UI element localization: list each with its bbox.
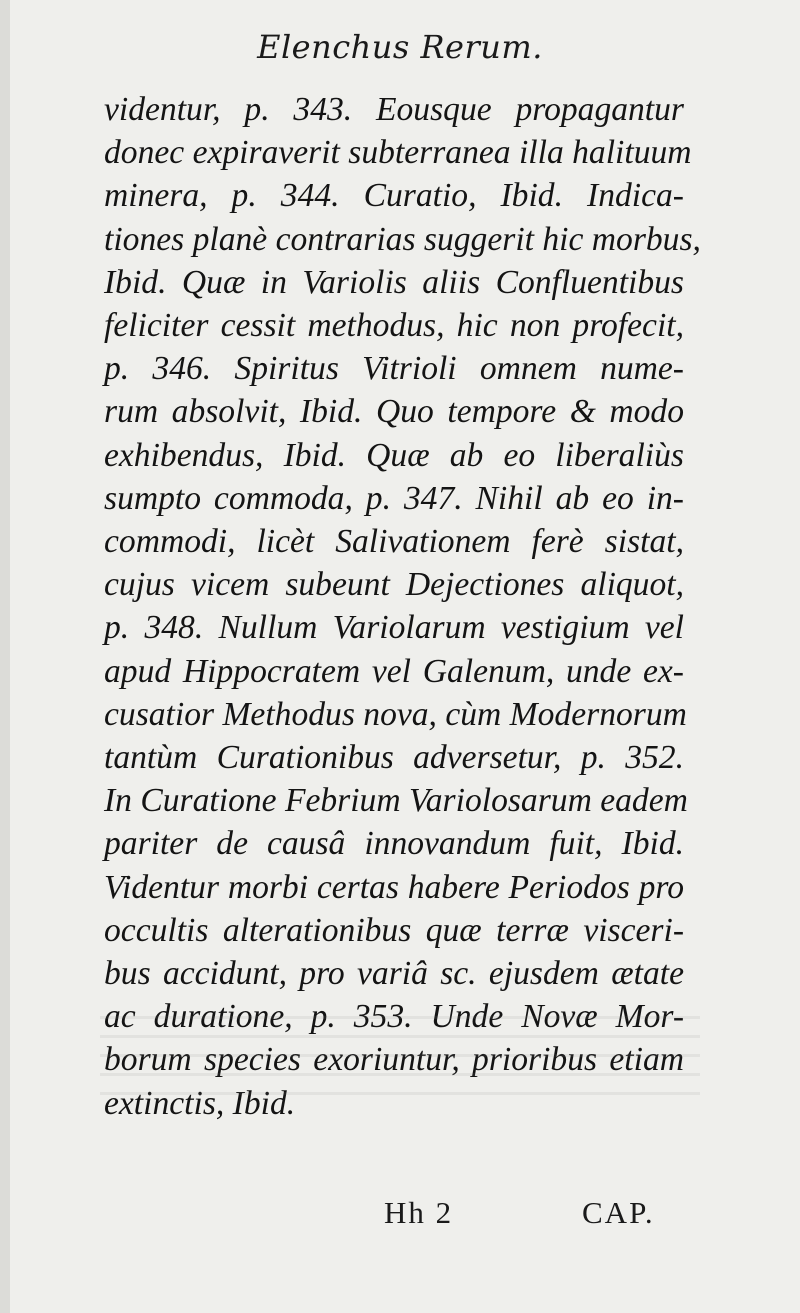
text-line: Videntur morbi certas habere Periodos pro — [104, 868, 684, 906]
text-line: commodi, licèt Salivationem ferè sistat, — [104, 523, 684, 561]
page-gutter-shadow — [0, 0, 10, 1313]
text-line: videntur, p. 343. Eousque propagantur — [104, 91, 684, 128]
text-line: extinctis, Ibid. — [104, 1084, 296, 1122]
text-line: sumpto commoda, p. 347. Nihil ab eo in- — [104, 479, 684, 517]
text-line: borum species exoriuntur, prioribus etiam — [104, 1041, 684, 1079]
show-through-text — [100, 1000, 700, 1170]
text-line: cusatior Methodus nova, cùm Modernorum — [104, 695, 687, 733]
text-line: exhibendus, Ibid. Quæ ab eo liberaliùs — [104, 436, 684, 474]
text-line: feliciter cessit methodus, hic non profecit, — [104, 307, 684, 345]
text-line: minera, p. 344. Curatio, Ibid. Indica- — [104, 177, 684, 215]
text-line: In Curatione Febrium Variolosarum eadem — [104, 782, 688, 820]
text-line: cujus vicem subeunt Dejectiones aliquot, — [104, 566, 684, 604]
signature-mark: Hh 2 — [384, 1195, 454, 1230]
text-line: bus accidunt, pro variâ sc. ejusdem ætate — [104, 955, 684, 993]
text-line: p. 346. Spiritus Vitrioli omnem nume- — [104, 350, 684, 388]
catchword: CAP. — [582, 1195, 655, 1230]
text-line: tiones planè contrarias suggerit hic morbus, — [104, 220, 701, 258]
text-line: apud Hippocratem vel Galenum, unde ex- — [104, 652, 684, 690]
text-line: tantùm Curationibus adversetur, p. 352. — [104, 739, 684, 777]
text-line: occultis alterationibus quæ terræ visceri- — [104, 911, 684, 949]
text-line: ac duratione, p. 353. Unde Novæ Mor- — [104, 998, 684, 1036]
text-line: rum absolvit, Ibid. Quo tempore & modo — [104, 393, 684, 431]
text-line: Ibid. Quæ in Variolis aliis Confluentibus — [104, 263, 684, 301]
text-line: pariter de causâ innovandum fuit, Ibid. — [104, 825, 684, 863]
index-text-block — [104, 88, 701, 1125]
running-header: Elenchus Rerum. — [257, 28, 543, 66]
text-line: p. 348. Nullum Variolarum vestigium vel — [104, 609, 684, 647]
text-line: donec expiraverit subterranea illa halituum — [104, 134, 692, 172]
